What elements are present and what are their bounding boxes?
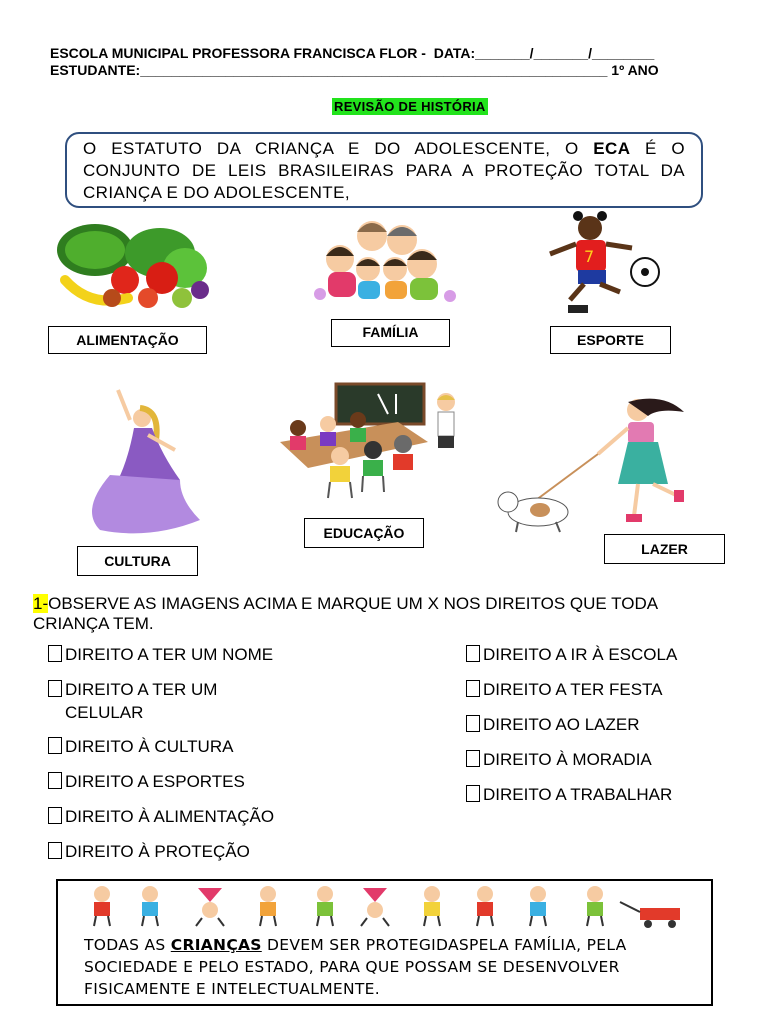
question-text: OBSERVE AS IMAGENS ACIMA E MARQUE UM X NOS DIREITOS QUE TODA CRIANÇA TEM. <box>33 594 658 633</box>
option-item[interactable]: DIREITO À PROTEÇÃO <box>48 840 318 875</box>
right-label-food: ALIMENTAÇÃO <box>48 326 207 354</box>
sport-illustration <box>540 210 665 320</box>
checkbox[interactable] <box>466 715 480 732</box>
culture-dancer-illustration <box>70 380 210 545</box>
family-illustration <box>310 214 460 309</box>
children-border-illustration <box>80 884 695 930</box>
student-blank: ____________________________________________________________ <box>140 62 608 78</box>
option-item[interactable]: DIREITO À CULTURA <box>48 735 318 770</box>
right-label-education: EDUCAÇÃO <box>304 518 424 548</box>
checkbox[interactable] <box>48 842 62 859</box>
checkbox[interactable] <box>466 750 480 767</box>
header-school-date: ESCOLA MUNICIPAL PROFESSORA FRANCISCA FLOR - DATA:_______/_______/________ <box>50 45 655 61</box>
eca-text-end: É O CONJUNTO DE LEIS BRASILEIRAS PARA A PROTEÇÃO TOTAL DA CRIANÇA E DO ADOLESCENTE, <box>83 139 685 202</box>
education-classroom-illustration <box>278 380 463 500</box>
eca-definition-box <box>65 132 703 208</box>
food-illustration <box>50 218 215 313</box>
checkbox[interactable] <box>48 737 62 754</box>
grade-label: 1º ANO <box>611 62 659 78</box>
checkbox[interactable] <box>466 680 480 697</box>
checkbox[interactable] <box>48 807 62 824</box>
right-label-sport: ESPORTE <box>550 326 671 354</box>
right-label-leisure: LAZER <box>604 534 725 564</box>
student-label: ESTUDANTE: <box>50 62 141 78</box>
options-left <box>48 643 318 875</box>
options-right <box>466 643 736 818</box>
option-item[interactable]: DIREITO À MORADIA <box>466 748 736 783</box>
question-1 <box>33 594 733 634</box>
option-item[interactable]: DIREITO A TER FESTA <box>466 678 736 713</box>
leisure-dog-walk-illustration <box>488 394 698 534</box>
checkbox[interactable] <box>48 680 62 697</box>
checkbox[interactable] <box>48 645 62 662</box>
checkbox[interactable] <box>466 645 480 662</box>
option-item[interactable]: DIREITO AO LAZER <box>466 713 736 748</box>
svg-text:7: 7 <box>584 247 595 266</box>
option-item[interactable]: DIREITO A ESPORTES <box>48 770 318 805</box>
option-item[interactable]: DIREITO A TER UM NOME <box>48 643 318 678</box>
header-student-line <box>50 62 659 78</box>
option-item[interactable]: DIREITO À ALIMENTAÇÃO <box>48 805 318 840</box>
worksheet-title: REVISÃO DE HISTÓRIA <box>334 99 486 114</box>
right-label-family: FAMÍLIA <box>331 319 450 347</box>
eca-text-start: O ESTATUTO DA CRIANÇA E DO ADOLESCENTE, O <box>83 139 594 158</box>
checkbox[interactable] <box>48 772 62 789</box>
question-number: 1- <box>33 594 49 613</box>
footer-message: TODAS AS CRIANÇAS DEVEM SER PROTEGIDASPELA FAMÍLIA, PELA SOCIEDADE E PELO ESTADO, PARA QUE POSSAM SE DESENVOLVER FISICAMENTE E INTELECTUALMENTE. <box>84 936 627 998</box>
option-item[interactable]: DIREITO A TER UM CELULAR <box>48 678 318 735</box>
option-item[interactable]: DIREITO A TRABALHAR <box>466 783 736 818</box>
option-item[interactable]: DIREITO A IR À ESCOLA <box>466 643 736 678</box>
footer-underlined-word: CRIANÇAS <box>170 936 262 954</box>
right-label-culture: CULTURA <box>77 546 198 576</box>
checkbox[interactable] <box>466 785 480 802</box>
eca-bold-term: ECA <box>593 139 631 158</box>
